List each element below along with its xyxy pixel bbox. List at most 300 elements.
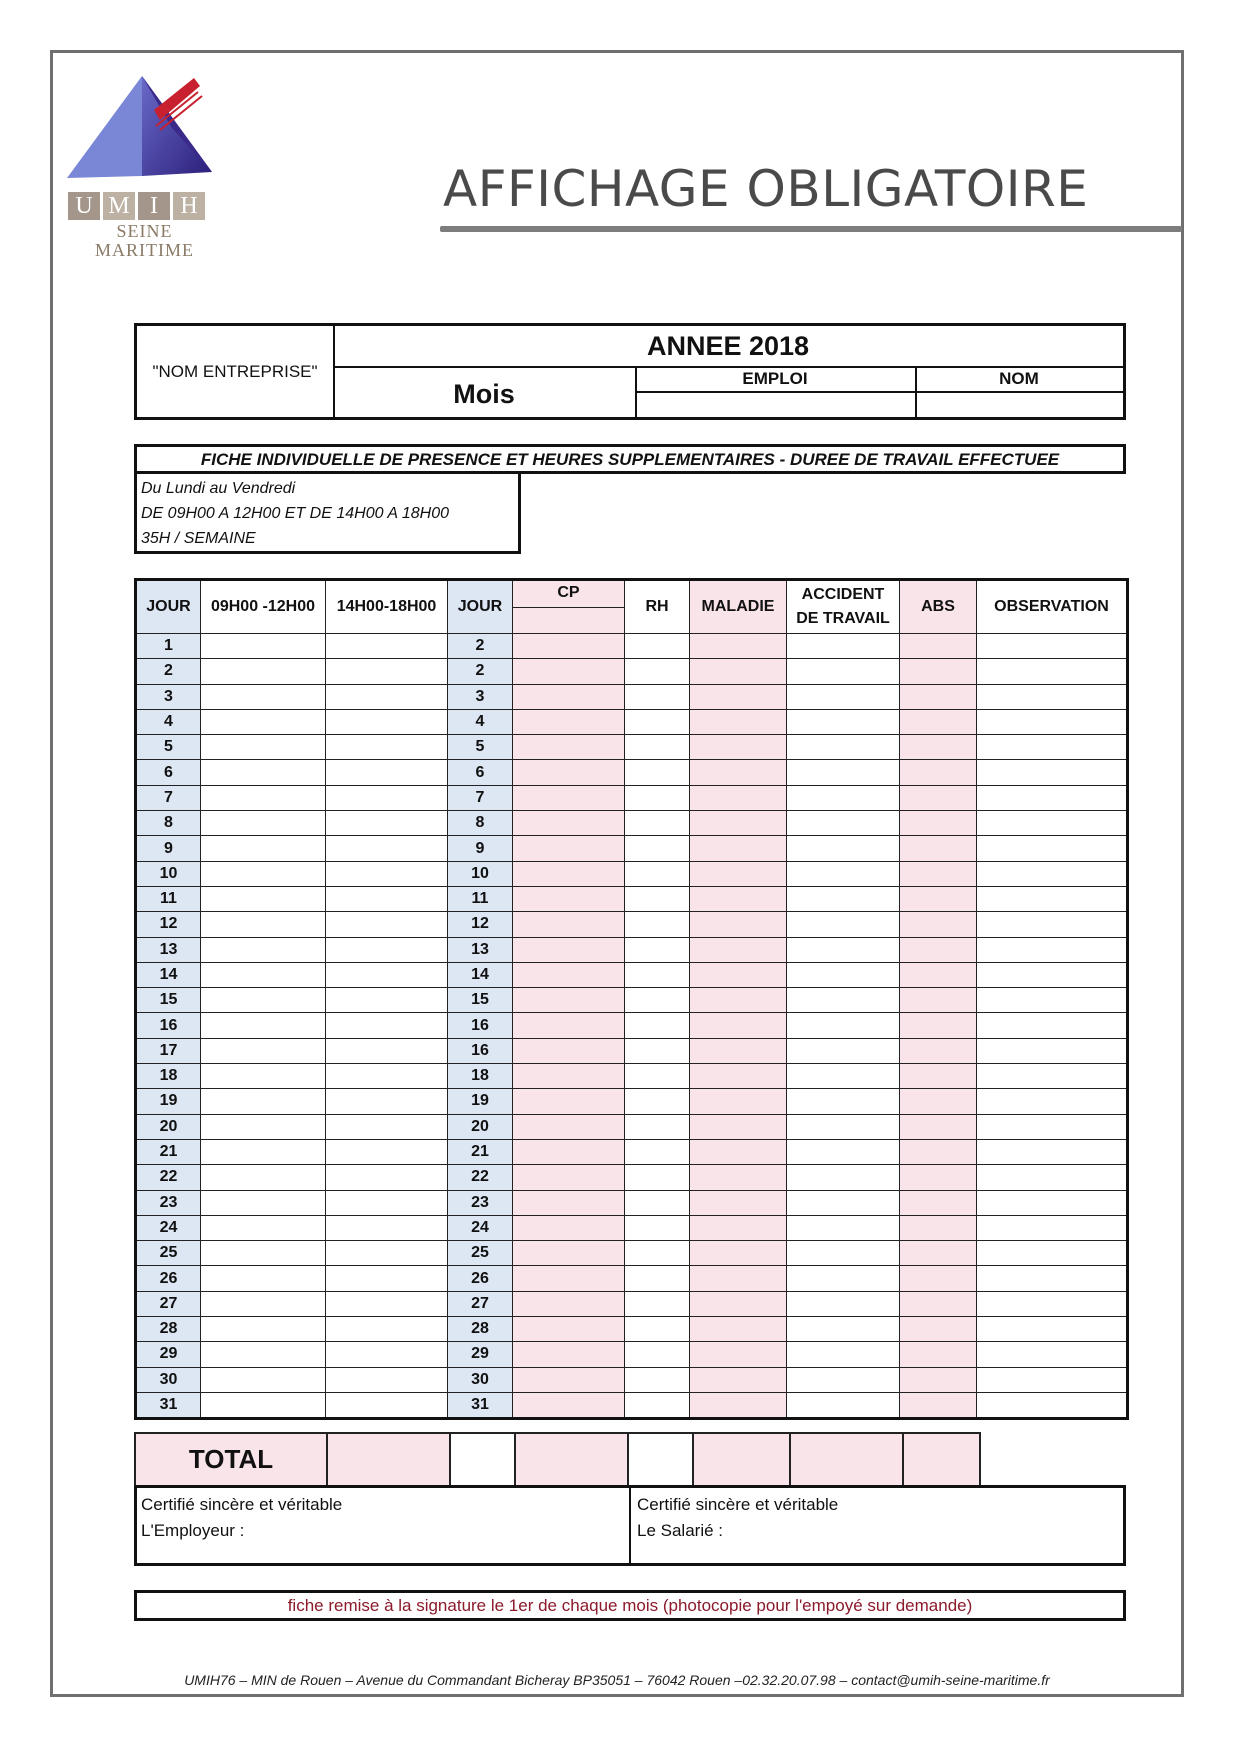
morning-cell[interactable]: [201, 886, 326, 911]
maladie-cell[interactable]: [690, 1367, 787, 1392]
afternoon-cell[interactable]: [326, 1089, 448, 1114]
rh-cell[interactable]: [625, 1038, 690, 1063]
rh-cell[interactable]: [625, 785, 690, 810]
cp-cell[interactable]: [513, 1367, 625, 1392]
accident-cell[interactable]: [787, 861, 900, 886]
abs-cell[interactable]: [900, 1266, 977, 1291]
accident-cell[interactable]: [787, 1266, 900, 1291]
abs-cell[interactable]: [900, 1190, 977, 1215]
maladie-cell[interactable]: [690, 785, 787, 810]
accident-cell[interactable]: [787, 962, 900, 987]
abs-cell[interactable]: [900, 1241, 977, 1266]
morning-cell[interactable]: [201, 1165, 326, 1190]
table-row: [136, 1190, 1128, 1215]
abs-cell[interactable]: [900, 785, 977, 810]
rh-cell[interactable]: [625, 684, 690, 709]
observation-cell[interactable]: [977, 659, 1128, 684]
cp-cell[interactable]: [513, 1139, 625, 1164]
morning-cell[interactable]: [201, 811, 326, 836]
maladie-cell[interactable]: [690, 1038, 787, 1063]
observation-cell[interactable]: [977, 760, 1128, 785]
accident-cell[interactable]: [787, 1038, 900, 1063]
observation-cell[interactable]: [977, 1038, 1128, 1063]
jour-cell: 21: [136, 1139, 201, 1164]
jour-cell: 25: [136, 1241, 201, 1266]
cp-cell[interactable]: [513, 836, 625, 861]
afternoon-cell[interactable]: [326, 886, 448, 911]
accident-cell[interactable]: [787, 735, 900, 760]
col-cp: [513, 580, 625, 634]
afternoon-cell[interactable]: [326, 861, 448, 886]
afternoon-cell[interactable]: [326, 1190, 448, 1215]
maladie-cell[interactable]: [690, 1392, 787, 1418]
employee-signature-area[interactable]: [631, 1488, 1123, 1563]
rh-cell[interactable]: [625, 1013, 690, 1038]
cp-cell[interactable]: [513, 1165, 625, 1190]
observation-cell[interactable]: [977, 634, 1128, 659]
accident-cell[interactable]: [787, 988, 900, 1013]
observation-cell[interactable]: [977, 1114, 1128, 1139]
total-rh-cell[interactable]: [627, 1432, 694, 1487]
observation-cell[interactable]: [977, 1367, 1128, 1392]
observation-cell[interactable]: [977, 811, 1128, 836]
rh-cell[interactable]: [625, 735, 690, 760]
morning-cell[interactable]: [201, 634, 326, 659]
accident-cell[interactable]: [787, 1215, 900, 1240]
abs-cell[interactable]: [900, 760, 977, 785]
total-maladie-cell[interactable]: [692, 1432, 791, 1487]
total-accident-cell[interactable]: [789, 1432, 904, 1487]
accident-cell[interactable]: [787, 1342, 900, 1367]
jour-cell: 8: [136, 811, 201, 836]
observation-cell[interactable]: [977, 912, 1128, 937]
abs-cell[interactable]: [900, 836, 977, 861]
afternoon-cell[interactable]: [326, 937, 448, 962]
rh-cell[interactable]: [625, 886, 690, 911]
observation-cell[interactable]: [977, 1064, 1128, 1089]
afternoon-cell[interactable]: [326, 1215, 448, 1240]
maladie-cell[interactable]: [690, 1139, 787, 1164]
cp-cell[interactable]: [513, 988, 625, 1013]
observation-cell[interactable]: [977, 937, 1128, 962]
jour2-cell: 9: [448, 836, 513, 861]
maladie-cell[interactable]: [690, 1114, 787, 1139]
rh-cell[interactable]: [625, 709, 690, 734]
accident-cell[interactable]: [787, 1165, 900, 1190]
rh-cell[interactable]: [625, 912, 690, 937]
table-row: [136, 1317, 1128, 1342]
morning-cell[interactable]: [201, 1089, 326, 1114]
morning-cell[interactable]: [201, 760, 326, 785]
table-row: [136, 1367, 1128, 1392]
employer-label: L'Employeur :: [141, 1521, 245, 1540]
accident-cell[interactable]: [787, 886, 900, 911]
rh-cell[interactable]: [625, 1139, 690, 1164]
morning-cell[interactable]: [201, 1139, 326, 1164]
afternoon-cell[interactable]: [326, 1241, 448, 1266]
abs-cell[interactable]: [900, 1367, 977, 1392]
morning-cell[interactable]: [201, 1190, 326, 1215]
morning-cell[interactable]: [201, 1038, 326, 1063]
afternoon-cell[interactable]: [326, 1139, 448, 1164]
abs-cell[interactable]: [900, 886, 977, 911]
maladie-cell[interactable]: [690, 634, 787, 659]
col-morning: 09H00 -12H00: [201, 580, 326, 634]
rh-cell[interactable]: [625, 937, 690, 962]
afternoon-cell[interactable]: [326, 988, 448, 1013]
accident-cell[interactable]: [787, 684, 900, 709]
cp-cell[interactable]: [513, 1038, 625, 1063]
cp-cell[interactable]: [513, 709, 625, 734]
maladie-cell[interactable]: [690, 962, 787, 987]
jour2-cell: 4: [448, 709, 513, 734]
rh-cell[interactable]: [625, 659, 690, 684]
accident-cell[interactable]: [787, 760, 900, 785]
afternoon-cell[interactable]: [326, 709, 448, 734]
maladie-cell[interactable]: [690, 937, 787, 962]
observation-cell[interactable]: [977, 1089, 1128, 1114]
total-afternoon-cell[interactable]: [326, 1432, 451, 1487]
abs-cell[interactable]: [900, 634, 977, 659]
month-field[interactable]: Mois: [333, 366, 637, 417]
rh-cell[interactable]: [625, 1114, 690, 1139]
accident-cell[interactable]: [787, 659, 900, 684]
afternoon-cell[interactable]: [326, 962, 448, 987]
morning-cell[interactable]: [201, 937, 326, 962]
abs-cell[interactable]: [900, 1064, 977, 1089]
cp-cell[interactable]: [513, 937, 625, 962]
afternoon-cell[interactable]: [326, 1291, 448, 1316]
abs-cell[interactable]: [900, 811, 977, 836]
accident-cell[interactable]: [787, 1064, 900, 1089]
emploi-field[interactable]: [635, 393, 917, 417]
cp-cell[interactable]: [513, 912, 625, 937]
maladie-cell[interactable]: [690, 1064, 787, 1089]
maladie-cell[interactable]: [690, 659, 787, 684]
rh-cell[interactable]: [625, 1215, 690, 1240]
afternoon-cell[interactable]: [326, 735, 448, 760]
cp-cell[interactable]: [513, 811, 625, 836]
morning-cell[interactable]: [201, 1064, 326, 1089]
observation-cell[interactable]: [977, 1342, 1128, 1367]
cp-cell[interactable]: [513, 1241, 625, 1266]
accident-cell[interactable]: [787, 1317, 900, 1342]
abs-cell[interactable]: [900, 1089, 977, 1114]
afternoon-cell[interactable]: [326, 912, 448, 937]
rh-cell[interactable]: [625, 1241, 690, 1266]
observation-cell[interactable]: [977, 836, 1128, 861]
morning-cell[interactable]: [201, 1266, 326, 1291]
accident-cell[interactable]: [787, 836, 900, 861]
abs-cell[interactable]: [900, 1013, 977, 1038]
maladie-cell[interactable]: [690, 1215, 787, 1240]
maladie-cell[interactable]: [690, 1165, 787, 1190]
afternoon-cell[interactable]: [326, 1266, 448, 1291]
cp-cell[interactable]: [513, 1013, 625, 1038]
jour-cell: 30: [136, 1367, 201, 1392]
cp-cell[interactable]: [513, 659, 625, 684]
maladie-cell[interactable]: [690, 760, 787, 785]
morning-cell[interactable]: [201, 1013, 326, 1038]
morning-cell[interactable]: [201, 659, 326, 684]
abs-cell[interactable]: [900, 684, 977, 709]
cp-cell[interactable]: [513, 684, 625, 709]
table-row: [136, 760, 1128, 785]
abs-cell[interactable]: [900, 1165, 977, 1190]
cp-sub-cell: [513, 608, 624, 634]
cp-cell[interactable]: [513, 1114, 625, 1139]
accident-cell[interactable]: [787, 1114, 900, 1139]
observation-cell[interactable]: [977, 785, 1128, 810]
afternoon-cell[interactable]: [326, 1317, 448, 1342]
morning-cell[interactable]: [201, 1392, 326, 1418]
cp-cell[interactable]: [513, 1342, 625, 1367]
col-accident: [787, 580, 900, 634]
cp-cell[interactable]: [513, 886, 625, 911]
afternoon-cell[interactable]: [326, 1064, 448, 1089]
morning-cell[interactable]: [201, 1215, 326, 1240]
jour2-cell: 30: [448, 1367, 513, 1392]
observation-cell[interactable]: [977, 886, 1128, 911]
cp-cell[interactable]: [513, 1317, 625, 1342]
accident-cell[interactable]: [787, 1190, 900, 1215]
rh-cell[interactable]: [625, 1089, 690, 1114]
accident-cell[interactable]: [787, 811, 900, 836]
morning-cell[interactable]: [201, 1367, 326, 1392]
schedule-box: [134, 474, 521, 554]
cp-cell[interactable]: [513, 785, 625, 810]
morning-cell[interactable]: [201, 1241, 326, 1266]
rh-cell[interactable]: [625, 1342, 690, 1367]
table-row: [136, 1291, 1128, 1316]
abs-cell[interactable]: [900, 1038, 977, 1063]
morning-cell[interactable]: [201, 912, 326, 937]
total-jour-cell[interactable]: [449, 1432, 516, 1487]
abs-cell[interactable]: [900, 988, 977, 1013]
morning-cell[interactable]: [201, 861, 326, 886]
rh-cell[interactable]: [625, 811, 690, 836]
observation-cell[interactable]: [977, 1215, 1128, 1240]
table-row: [136, 1215, 1128, 1240]
morning-cell[interactable]: [201, 1317, 326, 1342]
afternoon-cell[interactable]: [326, 785, 448, 810]
cp-cell[interactable]: [513, 861, 625, 886]
abs-cell[interactable]: [900, 1392, 977, 1418]
jour2-cell: 5: [448, 735, 513, 760]
morning-cell[interactable]: [201, 1342, 326, 1367]
afternoon-cell[interactable]: [326, 1367, 448, 1392]
afternoon-cell[interactable]: [326, 1342, 448, 1367]
maladie-cell[interactable]: [690, 1291, 787, 1316]
cp-cell[interactable]: [513, 1064, 625, 1089]
abs-cell[interactable]: [900, 659, 977, 684]
cp-cell[interactable]: [513, 1089, 625, 1114]
accident-cell[interactable]: [787, 1367, 900, 1392]
accident-label-1: ACCIDENT: [801, 586, 885, 603]
rh-cell[interactable]: [625, 634, 690, 659]
abs-cell[interactable]: [900, 1215, 977, 1240]
accident-cell[interactable]: [787, 1089, 900, 1114]
maladie-cell[interactable]: [690, 886, 787, 911]
jour-cell: 15: [136, 988, 201, 1013]
accident-cell[interactable]: [787, 1392, 900, 1418]
observation-cell[interactable]: [977, 1317, 1128, 1342]
abs-cell[interactable]: [900, 1114, 977, 1139]
cp-cell[interactable]: [513, 760, 625, 785]
abs-cell[interactable]: [900, 1317, 977, 1342]
observation-cell[interactable]: [977, 1392, 1128, 1418]
jour-cell: 31: [136, 1392, 201, 1418]
afternoon-cell[interactable]: [326, 1392, 448, 1418]
logo-maritime-text: MARITIME: [95, 240, 194, 260]
afternoon-cell[interactable]: [326, 659, 448, 684]
table-row: [136, 1089, 1128, 1114]
maladie-cell[interactable]: [690, 1266, 787, 1291]
afternoon-cell[interactable]: [326, 1165, 448, 1190]
accident-cell[interactable]: [787, 1139, 900, 1164]
abs-cell[interactable]: [900, 937, 977, 962]
table-header-row: [136, 580, 1128, 634]
afternoon-cell[interactable]: [326, 811, 448, 836]
rh-cell[interactable]: [625, 1392, 690, 1418]
jour-cell: 1: [136, 634, 201, 659]
morning-cell[interactable]: [201, 1291, 326, 1316]
afternoon-cell[interactable]: [326, 836, 448, 861]
total-cp-cell[interactable]: [514, 1432, 629, 1487]
accident-cell[interactable]: [787, 1013, 900, 1038]
jour-cell: 20: [136, 1114, 201, 1139]
maladie-cell[interactable]: [690, 1190, 787, 1215]
cp-cell[interactable]: [513, 1190, 625, 1215]
abs-cell[interactable]: [900, 1291, 977, 1316]
accident-cell[interactable]: [787, 634, 900, 659]
observation-cell[interactable]: [977, 1165, 1128, 1190]
abs-cell[interactable]: [900, 861, 977, 886]
observation-cell[interactable]: [977, 1139, 1128, 1164]
rh-cell[interactable]: [625, 1266, 690, 1291]
cp-cell[interactable]: [513, 1266, 625, 1291]
observation-cell[interactable]: [977, 1241, 1128, 1266]
jour2-cell: 29: [448, 1342, 513, 1367]
fiche-title: FICHE INDIVIDUELLE DE PRESENCE ET HEURES SUPPLEMENTAIRES - DUREE DE TRAVAIL EFFECTUEE: [134, 444, 1126, 474]
abs-cell[interactable]: [900, 912, 977, 937]
accident-cell[interactable]: [787, 937, 900, 962]
rh-cell[interactable]: [625, 1064, 690, 1089]
observation-cell[interactable]: [977, 709, 1128, 734]
abs-cell[interactable]: [900, 962, 977, 987]
morning-cell[interactable]: [201, 709, 326, 734]
afternoon-cell[interactable]: [326, 1038, 448, 1063]
maladie-cell[interactable]: [690, 811, 787, 836]
cp-cell[interactable]: [513, 1215, 625, 1240]
morning-cell[interactable]: [201, 735, 326, 760]
abs-cell[interactable]: [900, 709, 977, 734]
afternoon-cell[interactable]: [326, 634, 448, 659]
employer-signature-area[interactable]: [137, 1488, 631, 1563]
observation-cell[interactable]: [977, 1190, 1128, 1215]
jour-cell: 5: [136, 735, 201, 760]
jour2-cell: 15: [448, 988, 513, 1013]
rh-cell[interactable]: [625, 1317, 690, 1342]
morning-cell[interactable]: [201, 684, 326, 709]
afternoon-cell[interactable]: [326, 1013, 448, 1038]
observation-cell[interactable]: [977, 1013, 1128, 1038]
emploi-label: EMPLOI: [635, 366, 917, 393]
maladie-cell[interactable]: [690, 912, 787, 937]
afternoon-cell[interactable]: [326, 1114, 448, 1139]
accident-cell[interactable]: [787, 1291, 900, 1316]
maladie-cell[interactable]: [690, 1013, 787, 1038]
observation-cell[interactable]: [977, 988, 1128, 1013]
jour-cell: 4: [136, 709, 201, 734]
morning-cell[interactable]: [201, 836, 326, 861]
jour2-cell: 19: [448, 1089, 513, 1114]
maladie-cell[interactable]: [690, 709, 787, 734]
jour-cell: 29: [136, 1342, 201, 1367]
maladie-cell[interactable]: [690, 1089, 787, 1114]
jour2-cell: 18: [448, 1064, 513, 1089]
morning-cell[interactable]: [201, 962, 326, 987]
observation-cell[interactable]: [977, 861, 1128, 886]
morning-cell[interactable]: [201, 1114, 326, 1139]
observation-cell[interactable]: [977, 1266, 1128, 1291]
maladie-cell[interactable]: [690, 684, 787, 709]
total-abs-cell[interactable]: [902, 1432, 981, 1487]
company-name-field[interactable]: "NOM ENTREPRISE": [137, 326, 335, 417]
maladie-cell[interactable]: [690, 861, 787, 886]
rh-cell[interactable]: [625, 1367, 690, 1392]
maladie-cell[interactable]: [690, 735, 787, 760]
morning-cell[interactable]: [201, 785, 326, 810]
maladie-cell[interactable]: [690, 988, 787, 1013]
rh-cell[interactable]: [625, 962, 690, 987]
morning-cell[interactable]: [201, 988, 326, 1013]
rh-cell[interactable]: [625, 760, 690, 785]
rh-cell[interactable]: [625, 1190, 690, 1215]
cp-cell[interactable]: [513, 1392, 625, 1418]
observation-cell[interactable]: [977, 962, 1128, 987]
maladie-cell[interactable]: [690, 836, 787, 861]
abs-cell[interactable]: [900, 1139, 977, 1164]
rh-cell[interactable]: [625, 1291, 690, 1316]
cp-cell[interactable]: [513, 634, 625, 659]
abs-cell[interactable]: [900, 1342, 977, 1367]
table-row: [136, 912, 1128, 937]
maladie-cell[interactable]: [690, 1342, 787, 1367]
accident-cell[interactable]: [787, 785, 900, 810]
jour2-cell: 8: [448, 811, 513, 836]
jour-cell: 24: [136, 1215, 201, 1240]
rh-cell[interactable]: [625, 861, 690, 886]
cp-cell[interactable]: [513, 962, 625, 987]
accident-cell[interactable]: [787, 1241, 900, 1266]
observation-cell[interactable]: [977, 684, 1128, 709]
abs-cell[interactable]: [900, 735, 977, 760]
rh-cell[interactable]: [625, 988, 690, 1013]
maladie-cell[interactable]: [690, 1241, 787, 1266]
accident-cell[interactable]: [787, 709, 900, 734]
maladie-cell[interactable]: [690, 1317, 787, 1342]
observation-cell[interactable]: [977, 1291, 1128, 1316]
observation-cell[interactable]: [977, 735, 1128, 760]
rh-cell[interactable]: [625, 836, 690, 861]
cp-cell[interactable]: [513, 735, 625, 760]
cp-cell[interactable]: [513, 1291, 625, 1316]
accident-cell[interactable]: [787, 912, 900, 937]
rh-cell[interactable]: [625, 1165, 690, 1190]
afternoon-cell[interactable]: [326, 684, 448, 709]
afternoon-cell[interactable]: [326, 760, 448, 785]
